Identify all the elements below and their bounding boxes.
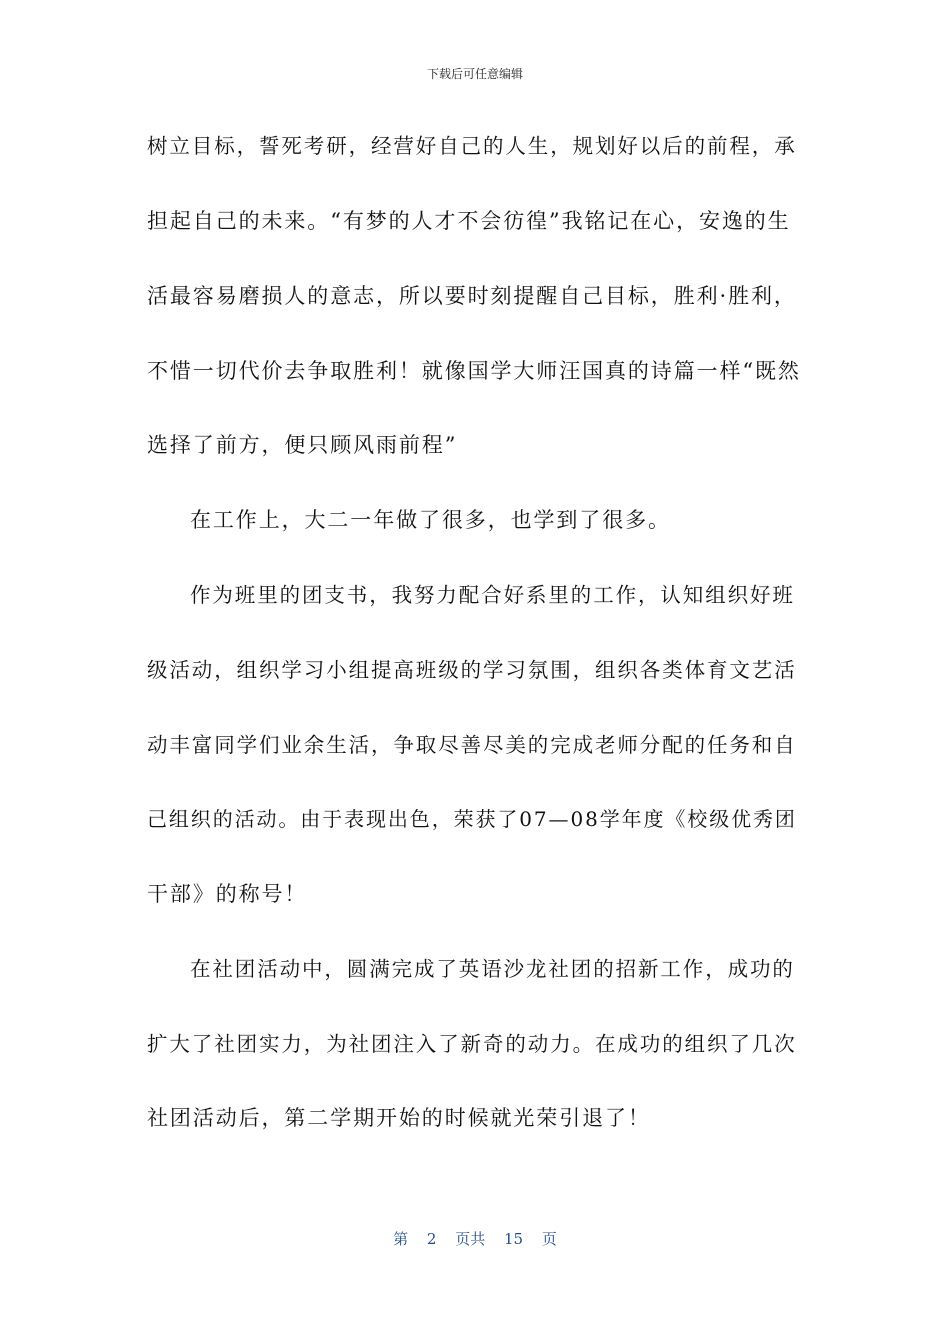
body-line: 活最容易磨损人的意志，所以要时刻提醒自己目标，胜利·胜利， — [147, 284, 797, 308]
paragraph-first-line: 在社团活动中，圆满完成了英语沙龙社团的招新工作，成功的 — [190, 957, 795, 981]
body-line: 动丰富同学们业余生活，争取尽善尽美的完成老师分配的任务和自 — [147, 733, 797, 757]
body-line: 选择了前方，便只顾风雨前程” — [147, 433, 458, 457]
paragraph-first-line: 在工作上，大二一年做了很多，也学到了很多。 — [190, 508, 671, 532]
body-line: 不惜一切代价去争取胜利！就像国学大师汪国真的诗篇一样“既然 — [147, 359, 801, 383]
page-header: 下载后可任意编辑 — [426, 67, 523, 81]
body-line: 己组织的活动。由于表现出色，荣获了07—08学年度《校级优秀团 — [147, 807, 797, 831]
body-line: 担起自己的未来。“有梦的人才不会彷徨”我铭记在心，安逸的生 — [147, 209, 791, 233]
body-line: 社团活动后，第二学期开始的时候就光荣引退了！ — [147, 1106, 651, 1130]
body-line: 扩大了社团实力，为社团注入了新奇的动力。在成功的组织了几次 — [147, 1032, 797, 1056]
body-line: 树立目标，誓死考研，经营好自己的人生，规划好以后的前程，承 — [147, 134, 797, 158]
body-line: 级活动，组织学习小组提高班级的学习氛围，组织各类体育文艺活 — [147, 658, 797, 682]
body-line: 干部》的称号！ — [147, 882, 308, 906]
page-number-footer: 第 2 页共 15 页 — [393, 1230, 557, 1248]
paragraph-first-line: 作为班里的团支书，我努力配合好系里的工作，认知组织好班 — [190, 583, 795, 607]
